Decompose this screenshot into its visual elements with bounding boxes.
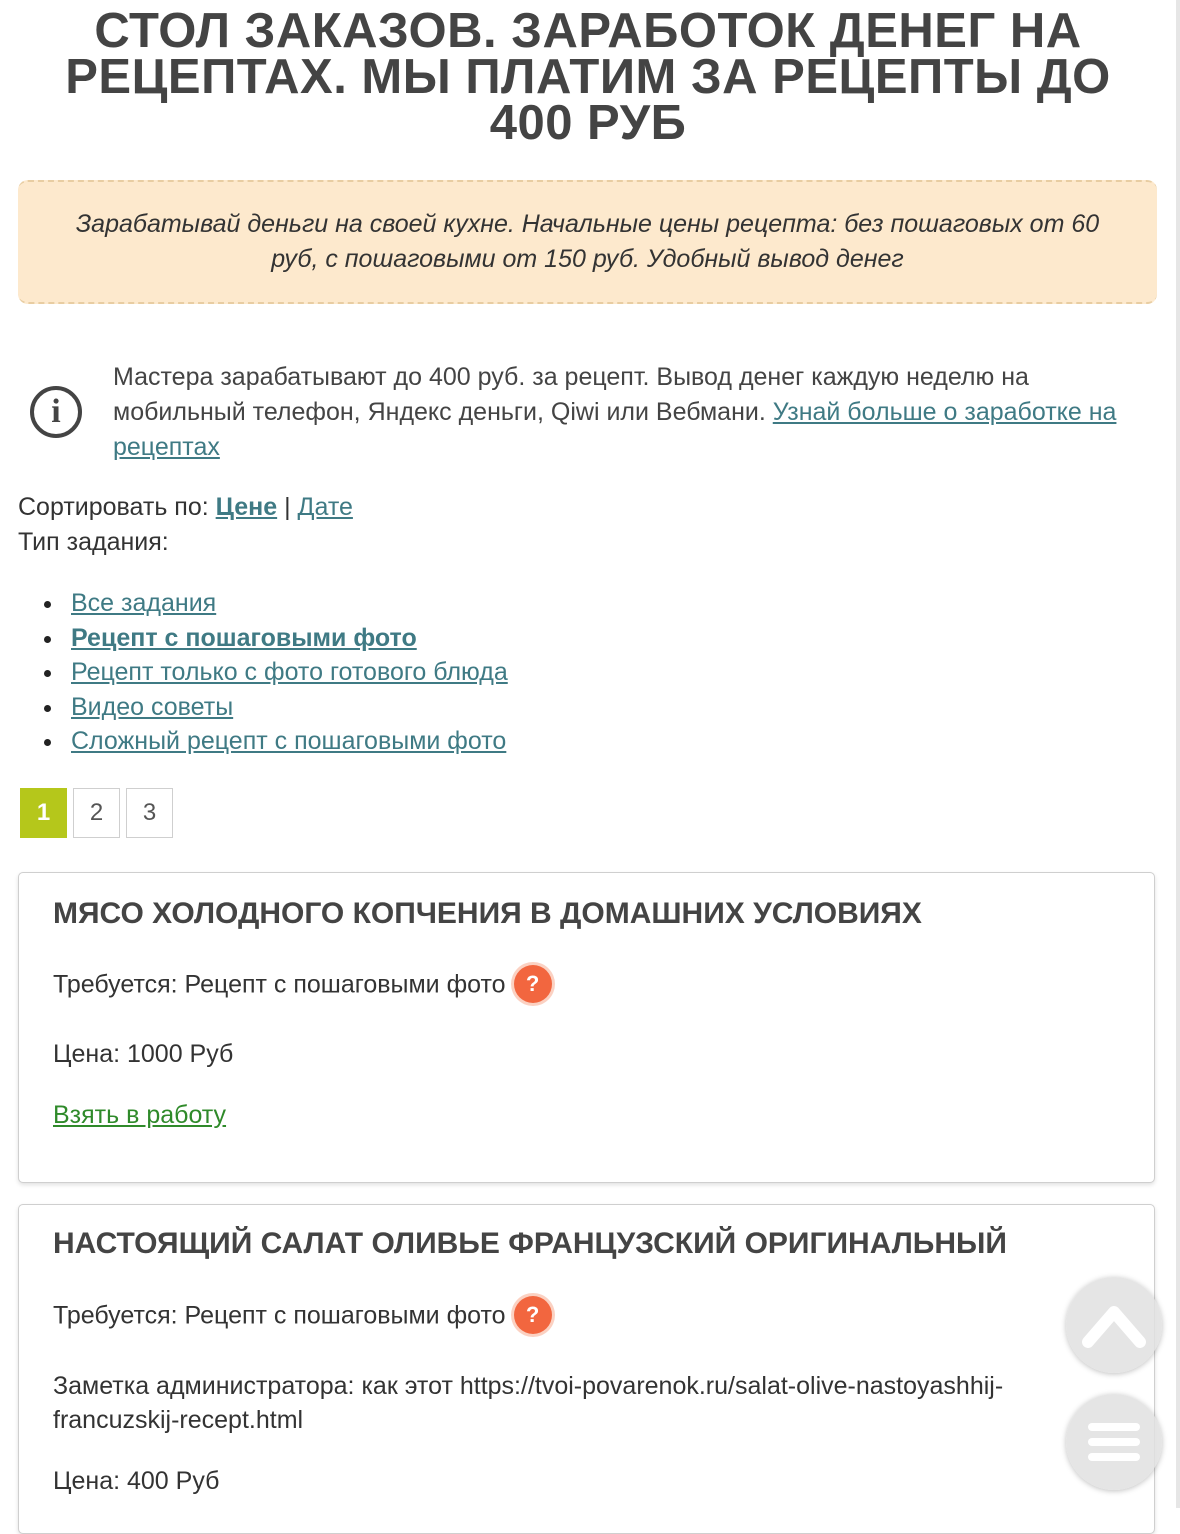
task-type-label: Тип задания: — [18, 528, 169, 556]
task-type-list — [18, 586, 508, 759]
task-type-step-photos-link[interactable]: Рецепт с пошаговыми фото — [71, 623, 417, 652]
help-icon[interactable]: ? — [514, 1296, 552, 1334]
order-requirement — [53, 967, 1113, 1005]
order-requirement — [53, 1298, 1113, 1336]
task-type-complex-link[interactable]: Сложный рецепт с пошаговыми фото — [71, 727, 507, 756]
page-button-3[interactable]: 3 — [126, 788, 173, 838]
pagination — [20, 788, 173, 838]
page-title: СТОЛ ЗАКАЗОВ. ЗАРАБОТОК ДЕНЕГ НА РЕЦЕПТАХ. МЫ ПЛАТИМ ЗА РЕЦЕПТЫ ДО 400 РУБ — [65, 4, 1111, 150]
page-button-1[interactable]: 1 — [20, 788, 67, 838]
help-icon[interactable]: ? — [514, 965, 552, 1003]
order-price: Цена: 1000 Руб — [53, 1040, 234, 1068]
task-type-item — [18, 690, 508, 725]
take-order-link[interactable]: Взять в работу — [53, 1101, 227, 1129]
promo-text: Зарабатывай деньги на своей кухне. Начальные цены рецепта: без пошаговых от 60 руб, с пошаговыми от 150 руб. Удобный вывод денег — [75, 210, 1100, 273]
info-text — [113, 360, 1163, 465]
task-type-item — [18, 586, 508, 621]
sort-by-date-link[interactable]: Дате — [297, 493, 353, 521]
scroll-up-icon — [1082, 1302, 1146, 1348]
order-price: Цена: 400 Руб — [53, 1467, 220, 1495]
task-type-all-link[interactable]: Все задания — [71, 589, 217, 617]
task-type-video-link[interactable]: Видео советы — [71, 692, 234, 721]
order-title: МЯСО ХОЛОДНОГО КОПЧЕНИЯ В ДОМАШНИХ УСЛОВИЯХ — [53, 897, 922, 930]
requirement-text: Требуется: Рецепт с пошаговыми фото — [53, 970, 506, 999]
order-title: НАСТОЯЩИЙ САЛАТ ОЛИВЬЕ ФРАНЦУЗСКИЙ ОРИГИНАЛЬНЫЙ — [53, 1227, 1007, 1260]
requirement-text: Требуется: Рецепт с пошаговыми фото — [53, 1301, 506, 1330]
scroll-up-button[interactable] — [1066, 1277, 1162, 1373]
sort-by-price-link[interactable]: Цене — [215, 493, 278, 521]
sort-label: Сортировать по: — [18, 493, 209, 521]
order-card — [18, 1204, 1155, 1534]
learn-more-link[interactable]: Узнай больше о заработке на рецептах — [113, 398, 1117, 461]
menu-icon — [1086, 1417, 1142, 1467]
task-type-item — [18, 724, 508, 759]
info-description: Мастера зарабатывают до 400 руб. за рецепт. Вывод денег каждую неделю на мобильный телефон, Яндекс деньги, Qiwi или Вебмани. — [113, 363, 1029, 426]
order-card — [18, 872, 1155, 1183]
info-icon: i — [30, 386, 82, 438]
admin-note: Заметка администратора: как этот https://tvoi-povarenok.ru/salat-olive-nastoyashhij-francuzskij-recept.html — [53, 1372, 1004, 1434]
order-action — [53, 1098, 1113, 1132]
menu-button[interactable] — [1066, 1394, 1162, 1490]
task-type-item — [18, 655, 508, 690]
task-type-item — [18, 621, 508, 656]
promo-banner — [18, 180, 1157, 304]
task-type-final-photo-link[interactable]: Рецепт только с фото готового блюда — [71, 658, 508, 687]
sort-bar — [18, 490, 353, 525]
scrollbar-track[interactable] — [1176, 0, 1180, 1508]
page-button-2[interactable]: 2 — [73, 788, 120, 838]
sort-separator: | — [284, 493, 291, 521]
